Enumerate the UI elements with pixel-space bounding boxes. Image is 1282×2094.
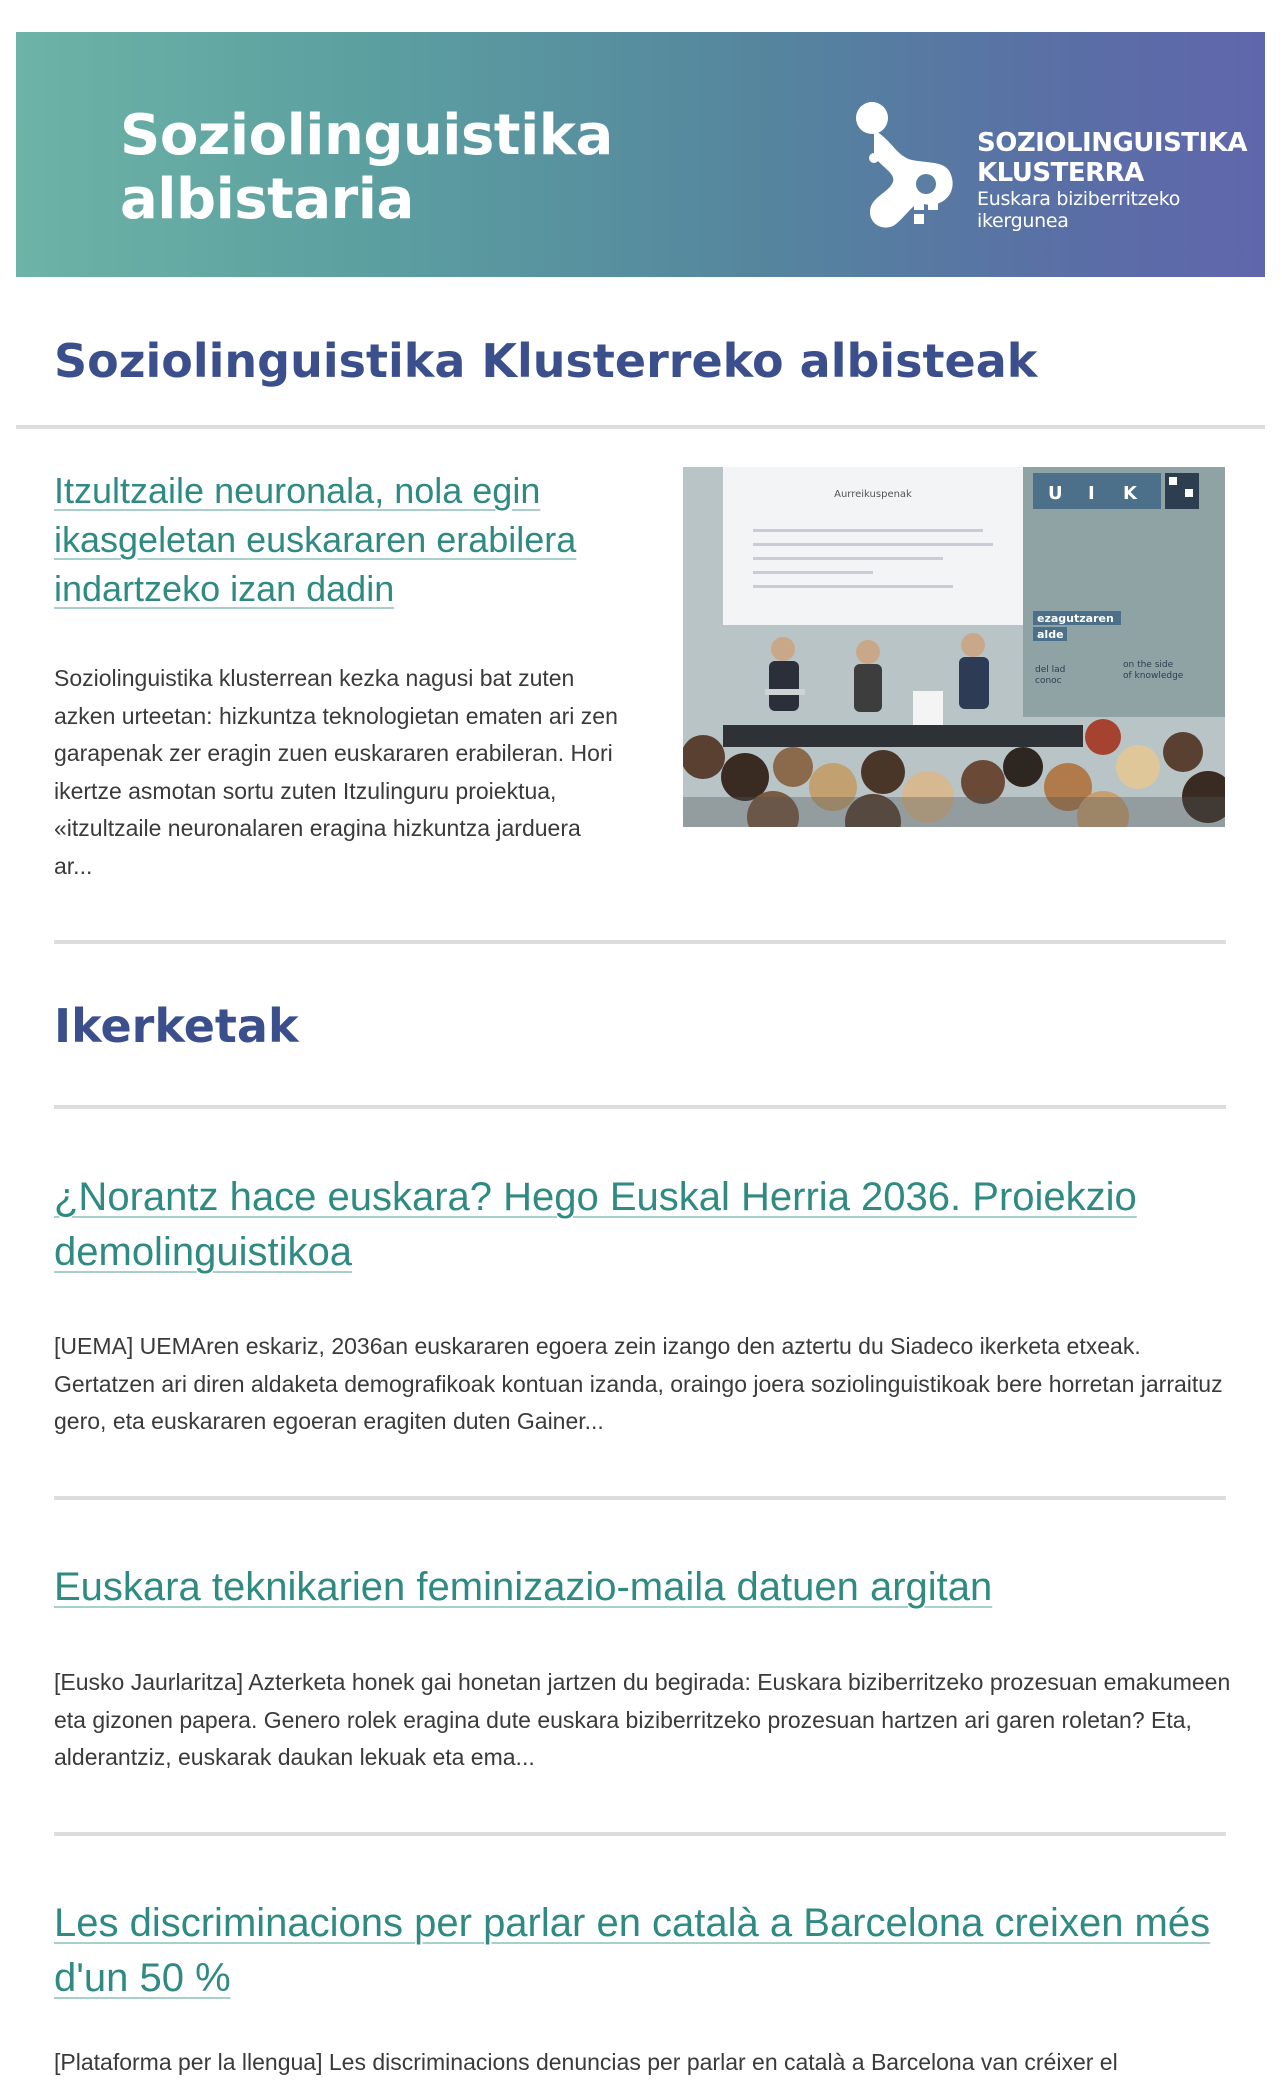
brand-name-line1: SOZIOLINGUISTIKA bbox=[977, 128, 1247, 158]
research-article-summary: [Eusko Jaurlaritza] Azterketa honek gai honetan jartzen du begirada: Euskara biziberritzeko prozesuan emakumeen eta gizonen papera. Genero rolek eragina dute euskara biziberritzeko prozesuan hartzen ari garen roletan? Eta, alderantziz, euskarak daukan lekuak eta ema... bbox=[54, 1669, 1231, 1770]
wall-text-1: ezagutzaren bbox=[1037, 612, 1114, 625]
research-article-summary: [Plataforma per la llengua] Les discriminacions denuncias per parlar en català a Barcelona van créixer el bbox=[54, 2049, 1118, 2075]
article-divider bbox=[54, 1496, 1226, 1500]
klusterra-brand-text bbox=[977, 128, 1247, 232]
wall-text-3a: del lad bbox=[1035, 665, 1066, 675]
newsletter-title-line1: Soziolinguistika bbox=[120, 103, 613, 168]
featured-article-summary: Soziolinguistika klusterrean kezka nagusi bat zuten azken urteetan: hizkuntza teknologietan ematen ari zen garapenak zer eragin zuen euskararen erabileran. Hori ikertze asmotan sortu zuten Itzulinguru proiektua, «itzultzaile neuronalaren eragina hizkuntza jarduera ar... bbox=[54, 665, 618, 879]
research-article-summary: [UEMA] UEMAren eskariz, 2036an euskararen egoera zein izango den aztertu du Siadeco ikerketa etxeak. Gertatzen ari diren aldaketa demografikoak kontuan izanda, oraingo joera soziolinguistikoak bere horretan jarraituz gero, eta euskararen egoeran eragiten duten Gainer... bbox=[54, 1333, 1223, 1434]
klusterra-logo-icon bbox=[852, 100, 956, 230]
brand-name-line2: KLUSTERRA bbox=[977, 158, 1144, 188]
wall-text-2: alde bbox=[1037, 628, 1064, 641]
newsletter-title bbox=[120, 104, 613, 232]
research-article-title-link[interactable]: Les discriminacions per parlar en català a Barcelona creixen més d'un 50 % bbox=[54, 1901, 1211, 2000]
brand-tagline-line2: ikergunea bbox=[977, 210, 1069, 232]
klusterra-brand[interactable] bbox=[852, 100, 1247, 232]
wall-letter-u: U bbox=[1048, 483, 1063, 504]
research-article-title-link[interactable]: Euskara teknikarien feminizazio-maila datuen argitan bbox=[54, 1565, 993, 1609]
section-divider bbox=[54, 1105, 1226, 1109]
wall-letter-k: K bbox=[1123, 483, 1137, 504]
article-divider bbox=[54, 1832, 1226, 1836]
featured-article-title-link[interactable]: Itzultzaile neuronala, nola egin ikasgeletan euskararen erabilera indartzeko izan dadin bbox=[54, 470, 577, 609]
newsletter-banner bbox=[16, 32, 1265, 277]
section-heading-research: Ikerketak bbox=[54, 999, 299, 1053]
article-divider bbox=[54, 940, 1226, 944]
wall-text-4b: of knowledge bbox=[1123, 671, 1184, 681]
section-heading-news: Soziolinguistika Klusterreko albisteak bbox=[54, 334, 1038, 388]
wall-text-4a: on the side bbox=[1123, 660, 1174, 670]
slide-title: Aurreikuspenak bbox=[834, 489, 912, 500]
section-divider bbox=[16, 425, 1265, 429]
research-article-title-link[interactable]: ¿Norantz hace euskara? Hego Euskal Herria 2036. Proiekzio demolinguistikoa bbox=[54, 1175, 1137, 1274]
brand-tagline-line1: Euskara biziberritzeko bbox=[977, 188, 1181, 210]
wall-text-3b: conoc bbox=[1035, 676, 1062, 686]
wall-letter-i: I bbox=[1088, 483, 1095, 504]
conference-photo-illustration bbox=[683, 467, 1225, 827]
newsletter-title-line2: albistaria bbox=[120, 167, 414, 232]
featured-article-photo[interactable] bbox=[683, 467, 1225, 827]
